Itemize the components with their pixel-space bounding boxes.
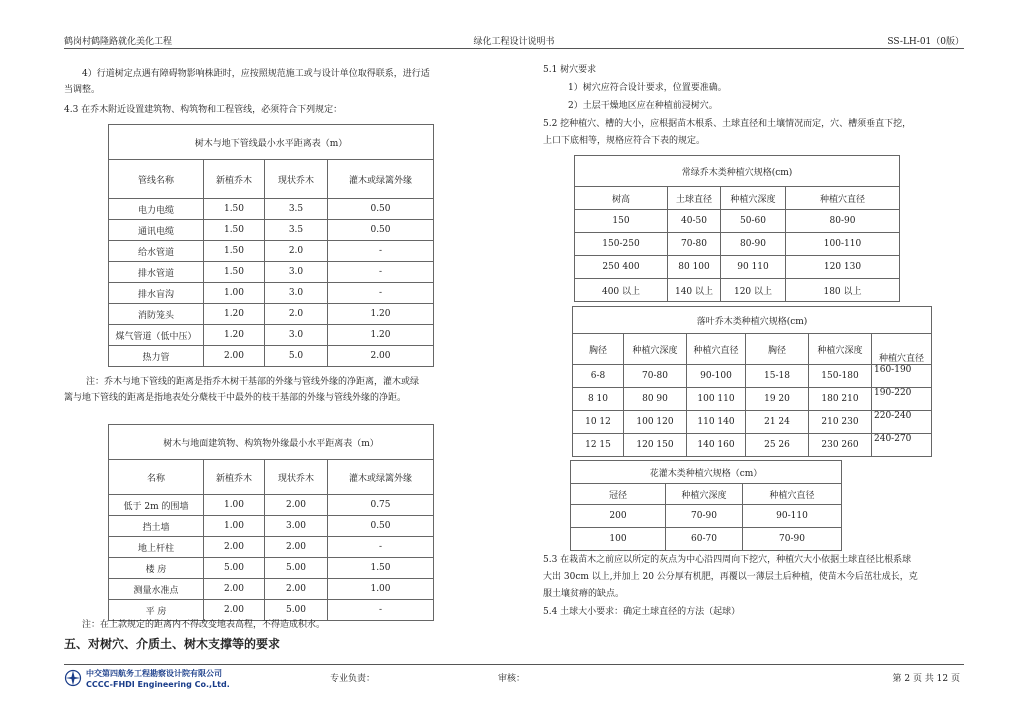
- table-row: [109, 516, 434, 537]
- company-name-cn: 中交第四航务工程勘察设计院有限公司: [86, 669, 222, 678]
- cell: 70-80: [624, 365, 687, 388]
- cell: 1.00: [204, 495, 265, 516]
- table-row: [575, 233, 900, 256]
- cell: 230 260: [809, 434, 872, 457]
- table-header: 冠径: [571, 484, 666, 505]
- cell: 8 10: [573, 388, 624, 411]
- page-number: 第 2 页 共 12 页: [892, 674, 960, 684]
- cell: 煤气管道（低中压）: [109, 325, 204, 346]
- cell: 120 150: [624, 434, 687, 457]
- cell: -: [328, 283, 434, 304]
- cell: 测量水准点: [109, 579, 204, 600]
- table-header: 种植穴直径: [687, 334, 746, 365]
- cell: 2.00: [328, 346, 434, 367]
- cell: 2.00: [265, 495, 328, 516]
- cell: 80 90: [624, 388, 687, 411]
- section-5-2-text: 5.2 挖种植穴、槽的大小，应根据苗木根系、土球直径和土壤情况而定，穴、槽须垂直下挖，: [543, 119, 912, 129]
- table-header: 树高: [575, 187, 668, 210]
- note-2-text: 注：在上款规定的距离内不得改变地表高程，不得造成积水。: [82, 620, 326, 630]
- cell: 200: [571, 505, 666, 528]
- table-row: [109, 220, 434, 241]
- table-row: [109, 241, 434, 262]
- cell: 2.0: [265, 241, 328, 262]
- cell: 1.00: [204, 516, 265, 537]
- table-title: 花灌木类种植穴规格（cm）: [571, 461, 842, 484]
- table-title: 树木与地下管线最小水平距离表（m）: [109, 125, 434, 160]
- cell: 0.50: [328, 220, 434, 241]
- footer-responsible: 专业负责：: [330, 674, 376, 684]
- company-name-en: CCCC-FHDI Engineering Co.,Ltd.: [86, 680, 230, 689]
- table-header: 现状乔木: [265, 160, 328, 199]
- cell: 1.20: [328, 325, 434, 346]
- cell: 1.50: [204, 199, 265, 220]
- table-title: 落叶乔木类种植穴规格(cm): [573, 307, 932, 334]
- table-row: [109, 199, 434, 220]
- page-header: [64, 34, 964, 49]
- cell: 热力管: [109, 346, 204, 367]
- building-distance-table: [108, 424, 434, 621]
- table-row: [575, 256, 900, 279]
- section-5-1-title: 5.1 树穴要求: [543, 65, 597, 75]
- cell: 50-60: [721, 210, 786, 233]
- company-name: [86, 668, 230, 690]
- section-5-1-item-1: 1）树穴应符合设计要求，位置要准确。: [568, 83, 727, 93]
- cell: 140 以上: [668, 279, 721, 302]
- cell: 3.0: [265, 325, 328, 346]
- table-header: 种植穴直径: [786, 187, 900, 210]
- cell: 140 160: [687, 434, 746, 457]
- table-row: [571, 528, 842, 551]
- cell: 1.00: [328, 579, 434, 600]
- table-header: 胸径: [573, 334, 624, 365]
- cell: 70-90: [743, 528, 842, 551]
- header-doc-title: 绿化工程设计说明书: [473, 37, 555, 47]
- cell: 10 12: [573, 411, 624, 434]
- table-row: [109, 346, 434, 367]
- section-5-heading: 五、对树穴、介质土、树木支撑等的要求: [64, 637, 281, 651]
- cell: 2.00: [204, 600, 265, 621]
- cell: 21 24: [746, 411, 809, 434]
- cell: 40-50: [668, 210, 721, 233]
- cell: 通讯电缆: [109, 220, 204, 241]
- cell: -: [328, 537, 434, 558]
- table-row: [575, 210, 900, 233]
- table-header: 种植穴深度: [666, 484, 743, 505]
- footer-review: 审核：: [498, 674, 526, 684]
- underground-pipeline-distance-table: [108, 124, 434, 367]
- cell: 1.20: [204, 304, 265, 325]
- deciduous-tree-pit-table: [572, 306, 932, 457]
- cell: 100: [571, 528, 666, 551]
- cell: 100 110: [687, 388, 746, 411]
- cell: 1.00: [204, 283, 265, 304]
- cell: 180 210: [809, 388, 872, 411]
- cell: 60-70: [666, 528, 743, 551]
- cell: 210 230: [809, 411, 872, 434]
- table-row: [109, 325, 434, 346]
- cell: 楼 房: [109, 558, 204, 579]
- table-header: 种植穴深度: [809, 334, 872, 365]
- table-header: 灌木或绿篱外缘: [328, 460, 434, 495]
- table-row: [109, 262, 434, 283]
- cell: 80-90: [786, 210, 900, 233]
- cell: 90 110: [721, 256, 786, 279]
- cell: -: [328, 262, 434, 283]
- table-header: 种植穴深度: [624, 334, 687, 365]
- table-header: 灌木或绿篱外缘: [328, 160, 434, 199]
- cell: 5.00: [265, 600, 328, 621]
- header-project-name: 鹤岗村鹤隆路就化美化工程: [64, 37, 173, 47]
- cell: 2.00: [204, 579, 265, 600]
- cell: 160-190: [872, 365, 932, 388]
- cell: 挡土墙: [109, 516, 204, 537]
- table-title: 常绿乔木类种植穴规格(cm): [575, 156, 900, 187]
- cell: 150: [575, 210, 668, 233]
- cell: 给水管道: [109, 241, 204, 262]
- table-row: [109, 579, 434, 600]
- table-header: 种植穴直径: [743, 484, 842, 505]
- cell: 平 房: [109, 600, 204, 621]
- cell: 电力电缆: [109, 199, 204, 220]
- cell: 排水管道: [109, 262, 204, 283]
- para-4-text: 4）行道树定点遇有障碍物影响株距时，应按照规范施工或与设计单位取得联系，进行适: [82, 69, 430, 79]
- cell: 90-110: [743, 505, 842, 528]
- cell: 250 400: [575, 256, 668, 279]
- table-header: 现状乔木: [265, 460, 328, 495]
- cell: 70-90: [666, 505, 743, 528]
- cell: 1.50: [328, 558, 434, 579]
- table-header: 土球直径: [668, 187, 721, 210]
- cell: 0.75: [328, 495, 434, 516]
- cell: -: [328, 241, 434, 262]
- table-header: 种植穴直径: [872, 334, 932, 365]
- section-5-3-text: 5.3 在栽苗木之前应以所定的灰点为中心沿四周向下挖穴，种植穴大小依据土球直径比根系球: [543, 555, 912, 565]
- cell: 3.00: [265, 516, 328, 537]
- cell: 80 100: [668, 256, 721, 279]
- table-header: 胸径: [746, 334, 809, 365]
- cell: 100 120: [624, 411, 687, 434]
- cell: 3.0: [265, 262, 328, 283]
- cell: -: [328, 600, 434, 621]
- table-row: [573, 365, 932, 388]
- cell: 2.00: [265, 537, 328, 558]
- cell: 消防笼头: [109, 304, 204, 325]
- section-5-3-text-cont2: 服土壤贫瘠的缺点。: [543, 589, 625, 599]
- cell: 70-80: [668, 233, 721, 256]
- cell: 1.20: [328, 304, 434, 325]
- cell: 110 140: [687, 411, 746, 434]
- cell: 1.20: [204, 325, 265, 346]
- cell: 低于 2m 的围墙: [109, 495, 204, 516]
- cell: 120 130: [786, 256, 900, 279]
- section-5-4-text: 5.4 土球大小要求：确定土球直径的方法（起球）: [543, 607, 741, 617]
- cell: 90-100: [687, 365, 746, 388]
- cell: 0.50: [328, 516, 434, 537]
- cell: 0.50: [328, 199, 434, 220]
- cell: 12 15: [573, 434, 624, 457]
- table-row: [571, 505, 842, 528]
- cell: 2.00: [265, 579, 328, 600]
- table-row: [109, 558, 434, 579]
- cell: 240-270: [872, 434, 932, 457]
- cell: 25 26: [746, 434, 809, 457]
- table-row: [109, 495, 434, 516]
- table-header: 种植穴深度: [721, 187, 786, 210]
- cell: 6-8: [573, 365, 624, 388]
- cell: 190-220: [872, 388, 932, 411]
- section-4-3-text: 4.3 在乔木附近设置建筑物、构筑物和工程管线，必须符合下列规定：: [64, 105, 343, 115]
- cell: 5.00: [204, 558, 265, 579]
- evergreen-tree-pit-table: [574, 155, 900, 302]
- table-header: 新植乔木: [204, 160, 265, 199]
- cell: 19 20: [746, 388, 809, 411]
- cell: 排水盲沟: [109, 283, 204, 304]
- table-row: [573, 434, 932, 457]
- cell: 150-250: [575, 233, 668, 256]
- table-row: [575, 279, 900, 302]
- cell: 180 以上: [786, 279, 900, 302]
- table-header: 名称: [109, 460, 204, 495]
- header-doc-number: SS-LH-01（0版）: [887, 37, 964, 47]
- section-5-1-item-2: 2）土层干燥地区应在种植前浸树穴。: [568, 101, 718, 111]
- table-row: [109, 304, 434, 325]
- cell: 3.5: [265, 220, 328, 241]
- cell: 3.5: [265, 199, 328, 220]
- cell: 15-18: [746, 365, 809, 388]
- cell: 100-110: [786, 233, 900, 256]
- section-5-3-text-cont: 大出 30cm 以上,并加上 20 公分厚有机肥，再覆以一薄层土后种植，使苗木今后茁壮成长，克: [543, 572, 918, 582]
- cell: 2.0: [265, 304, 328, 325]
- note-1-text-cont: 篱与地下管线的距离是指地表处分蘖枝干中最外的枝干基部的外缘与管线外缘的净距。: [64, 393, 407, 403]
- cell: 220-240: [872, 411, 932, 434]
- table-row: [109, 537, 434, 558]
- table-row: [109, 283, 434, 304]
- cell: 150-180: [809, 365, 872, 388]
- cell: 2.00: [204, 346, 265, 367]
- cell: 400 以上: [575, 279, 668, 302]
- table-row: [573, 411, 932, 434]
- table-header: 管线名称: [109, 160, 204, 199]
- cell: 地上杆柱: [109, 537, 204, 558]
- cell: 1.50: [204, 262, 265, 283]
- cell: 1.50: [204, 241, 265, 262]
- note-1-text: 注：乔木与地下管线的距离是指乔木树干基部的外缘与管线外缘的净距离，灌木或绿: [86, 377, 420, 387]
- cell: 80-90: [721, 233, 786, 256]
- cell: 5.0: [265, 346, 328, 367]
- table-row: [573, 388, 932, 411]
- shrub-pit-table: [570, 460, 842, 551]
- cell: 1.50: [204, 220, 265, 241]
- section-5-2-text-cont: 上口下底相等，规格应符合下表的规定。: [543, 136, 706, 146]
- cell: 120 以上: [721, 279, 786, 302]
- company-logo-icon: [64, 669, 82, 687]
- cell: 2.00: [204, 537, 265, 558]
- cell: 5.00: [265, 558, 328, 579]
- table-header: 新植乔木: [204, 460, 265, 495]
- cell: 3.0: [265, 283, 328, 304]
- table-title: 树木与地面建筑物、构筑物外缘最小水平距离表（m）: [109, 425, 434, 460]
- para-4-text-cont: 当调整。: [64, 85, 101, 95]
- page-footer: [64, 664, 964, 691]
